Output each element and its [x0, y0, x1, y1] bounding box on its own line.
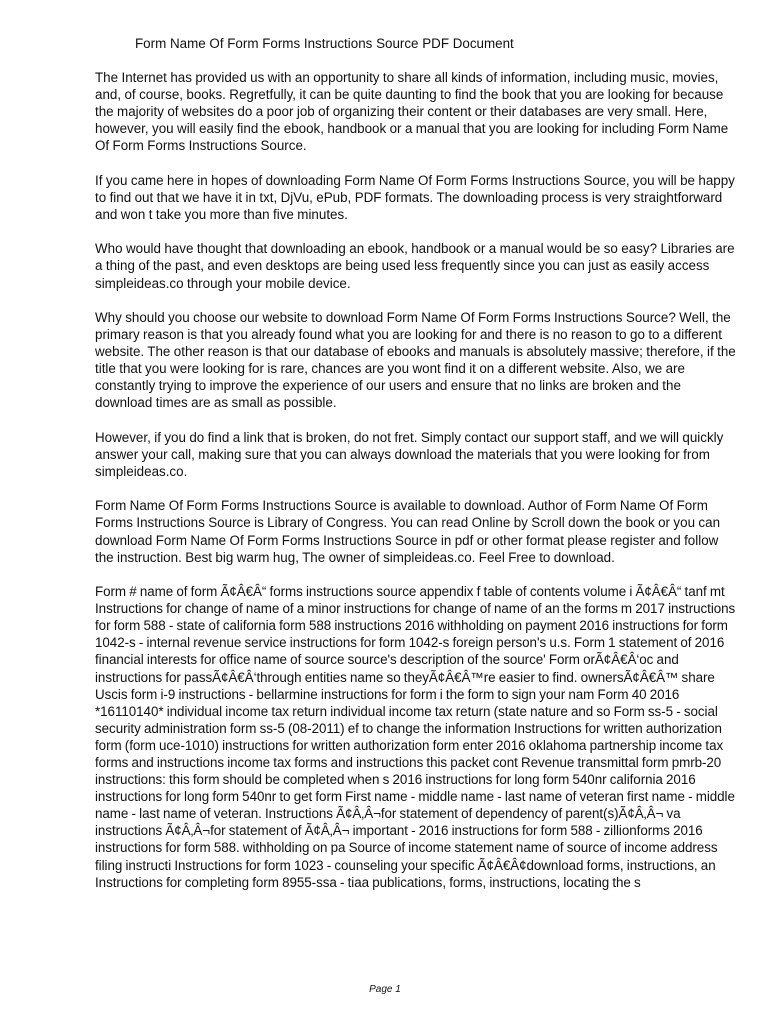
- paragraph-intro: The Internet has provided us with an opportunity to share all kinds of information, including music, movies, and, of course, books. Regretfully, it can be quite daunting to find the book that you are looking for because the majority of websites do a poor job of organizing their content or their databases are very small. Here, however, you will easily find the ebook, handbook or a manual that you are looking for including Form Name Of Form Forms Instructions Source.: [95, 70, 729, 154]
- paragraph-easy-download: Who would have thought that downloading an ebook, handbook or a manual would be so easy? Libraries are a thing of the past, and even desktops are being used less frequently since you can just as easily access simpleideas.co through your mobile device.: [95, 241, 735, 291]
- document-title: Form Name Of Form Forms Instructions Source PDF Document: [135, 36, 514, 51]
- paragraph-why-choose: Why should you choose our website to download Form Name Of Form Forms Instructions Source? Well, the primary reason is that you already found what you are looking for and there is no reason to go to a different website. The other reason is that our database of ebooks and manuals is absolutely massive; therefore, if the title that you were looking for is rare, chances are you wont find it on a different website. Also, we are constantly trying to improve the experience of our users and ensure that no links are broken and the download times are as small as possible.: [95, 309, 736, 411]
- page-number: Page 1: [369, 984, 401, 995]
- paragraph-broken-links: However, if you do find a link that is broken, do not fret. Simply contact our support staff, and we will quickly answer your call, making sure that you can always download the materials that you were looking for from simpleideas.co.: [95, 429, 724, 479]
- document-body: [95, 69, 738, 908]
- paragraph-keyword-list: Form # name of form Ã¢Â€Â“ forms instructions source appendix f table of contents volume i Ã¢Â€Â“ tanf mt Instructions for change of name of a minor instructions for change of name of an the forms m 2017 instructions for form 588 - state of california form 588 instructions 2016 withholding on payment 2016 instructions for form 1042-s - internal revenue service instructions for form 1042-s foreign person's u.s. Form 1 statement of 2016 financial interests for office name of source source's description of the source' Form orÃ¢Â€Â‘oc and instructions for passÃ¢Â€Â‘through entities name so theyÃ¢Â€Â™re easier to find. ownersÃ¢Â€Â™ share Uscis form i-9 instructions - bellarmine instructions for form i the form to sign your nam Form 40 2016 *16110140* individual income tax return individual income tax return (state nature and so Form ss-5 - social security administration form ss-5 (08-2011) ef to change the information Instructions for written authorization form (form uce-1010) instructions for written authorization form enter 2016 oklahoma partnership income tax forms and instructions income tax forms and instructions this packet cont Revenue transmittal form pmrb-20 instructions: this form should be completed when s 2016 instructions for long form 540nr california 2016 instructions for long form 540nr to get form First name - middle name - last name of veteran first name - middle name - last name of veteran. Instructions Ã¢Â‚Â¬for statement of dependency of parent(s)Ã¢Â‚Â¬ va instructions Ã¢Â‚Â¬for statement of Ã¢Â‚Â¬ important - 2016 instructions for form 588 - zillionforms 2016 instructions for form 588. withholding on pa Source of income statement name of source of income address filing instructi Instructions for form 1023 - counseling your specific Ã¢Â€Â¢download forms, instructions, an Instructions for completing form 8955-ssa - tiaa publications, forms, instructions, locating the s: [95, 584, 736, 890]
- paragraph-availability: Form Name Of Form Forms Instructions Source is available to download. Author of Form Name Of Form Forms Instructions Source is Library of Congress. You can read Online by Scroll down the book or you can download Form Name Of Form Forms Instructions Source in pdf or other format please register and follow the instruction. Best big warm hug, The owner of simpleideas.co. Feel Free to download.: [95, 498, 721, 565]
- paragraph-download-formats: If you came here in hopes of downloading Form Name Of Form Forms Instructions Source, you will be happy to find out that we have it in txt, DjVu, ePub, PDF formats. The downloading process is very straightforward and won t take you more than five minutes.: [95, 172, 735, 222]
